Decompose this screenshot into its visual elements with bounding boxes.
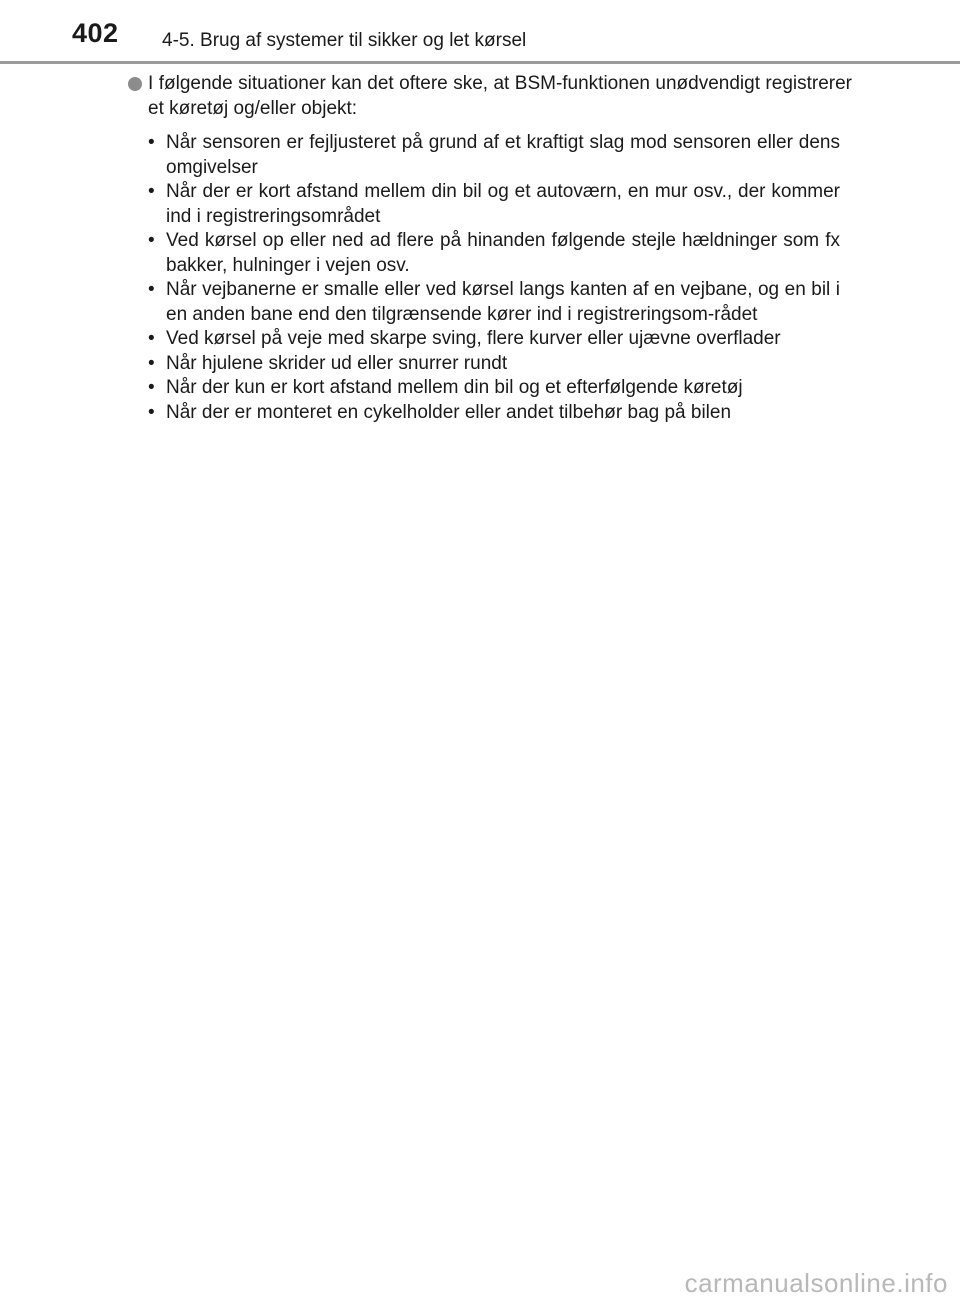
bullet-dot-icon: •: [148, 377, 155, 398]
bullet-dot-icon: •: [148, 328, 155, 349]
list-item-text: Når sensoren er fejljusteret på grund af et kraftigt slag mod sensoren eller dens omgivelser: [166, 132, 840, 178]
list-item: [148, 180, 852, 229]
bullet-dot-icon: •: [148, 352, 155, 374]
list-item: [148, 278, 852, 327]
bullet-dot-icon: •: [148, 279, 155, 300]
page-number: 402: [72, 18, 119, 48]
intro-text: I følgende situationer kan det oftere ske, at BSM-funktionen unødvendigt registrerer et køretøj og/eller objekt:: [148, 73, 852, 119]
circle-bullet-icon: [128, 77, 142, 91]
list-item-text: Når der er monteret en cykelholder eller andet tilbehør bag på bilen: [166, 401, 732, 423]
list-item: [148, 229, 852, 278]
list-item-text: Når der er kort afstand mellem din bil og et autoværn, en mur osv., der kommer ind i registreringsområdet: [166, 181, 840, 227]
list-item: [148, 401, 852, 426]
intro-paragraph: [128, 72, 852, 121]
list-item-text: Når hjulene skrider ud eller snurrer rundt: [166, 352, 508, 374]
list-item: [148, 131, 852, 180]
list-item-text: Når der kun er kort afstand mellem din bil og et efterfølgende køretøj: [166, 377, 743, 398]
list-item: [148, 327, 852, 352]
section-title: 4-5. Brug af systemer til sikker og let kørsel: [162, 30, 527, 51]
bullet-dot-icon: •: [148, 401, 155, 423]
list-item: [148, 352, 852, 377]
list-item-text: Ved kørsel på veje med skarpe sving, flere kurver eller ujævne overflader: [166, 328, 781, 349]
site-watermark: carmanualsonline.info: [684, 1268, 948, 1298]
list-item-text: Når vejbanerne er smalle eller ved kørsel langs kanten af en vejbane, og en bil i en anden bane end den tilgrænsende kører ind i registreringsom-rådet: [166, 279, 840, 325]
list-item: [148, 376, 852, 401]
situation-list: [128, 131, 852, 425]
list-item-text: Ved kørsel op eller ned ad flere på hinanden følgende stejle hældninger som fx bakker, hulninger i vejen osv.: [166, 230, 840, 276]
header-divider: [0, 61, 960, 64]
bullet-dot-icon: •: [148, 181, 155, 202]
bullet-dot-icon: •: [148, 230, 155, 251]
page-header: [0, 0, 960, 64]
bullet-dot-icon: •: [148, 132, 155, 153]
page-content: [128, 72, 852, 425]
